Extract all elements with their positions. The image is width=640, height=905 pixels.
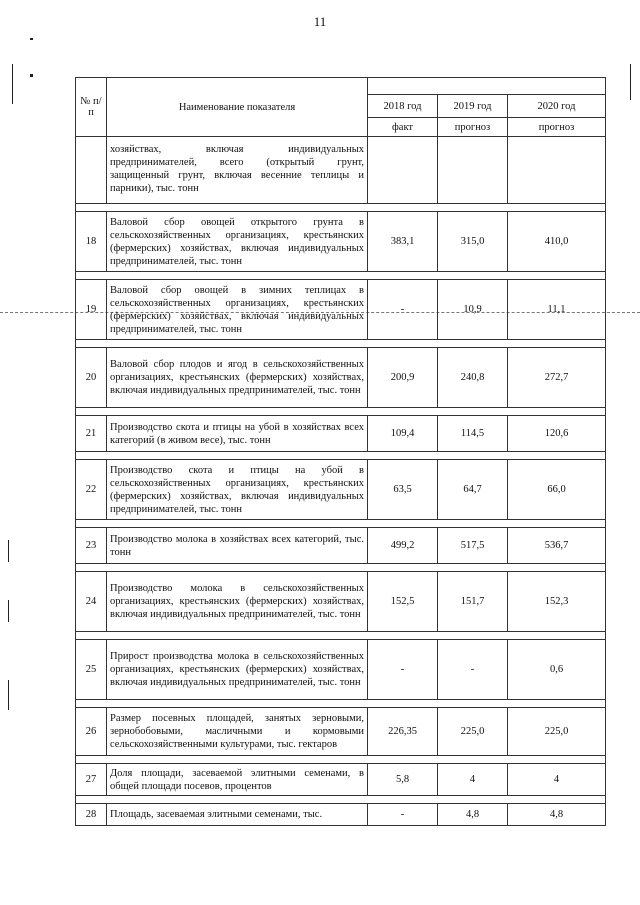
row-num: 21	[76, 416, 107, 452]
row-name-text: Производство скота и птицы на убой в сельскохозяйственных организациях, крестьянских (фермерских) хозяйствах, включая индивидуальных предпринимателей, тыс. тонн	[110, 464, 364, 515]
header-sub-2019: прогноз	[438, 118, 508, 137]
table-row	[76, 640, 606, 700]
row-gap-cell	[76, 340, 606, 348]
row-num: 28	[76, 804, 107, 826]
row-name	[107, 528, 368, 564]
row-value-2018: 152,5	[368, 572, 438, 632]
header-num: № п/п	[76, 78, 107, 137]
row-gap	[76, 564, 606, 572]
table-row	[76, 804, 606, 826]
row-name	[107, 708, 368, 756]
row-name-text: Производство молока в хозяйствах всех категорий, тыс. тонн	[110, 533, 364, 558]
header-name: Наименование показателя	[107, 78, 368, 137]
header-year-2018: 2018 год	[368, 95, 438, 118]
row-value-2020: 4,8	[508, 804, 606, 826]
row-value-2020: 272,7	[508, 348, 606, 408]
row-num: 20	[76, 348, 107, 408]
row-value-2018: 499,2	[368, 528, 438, 564]
row-gap-cell	[76, 272, 606, 280]
row-name-text: Валовой сбор овощей в зимних теплицах в сельскохозяйственных организациях, крестьянских (фермерских) хозяйствах, включая индивидуальных предпринимателей, тыс. тонн	[110, 284, 364, 335]
row-value-2020: 4	[508, 764, 606, 796]
header-sub-2020: прогноз	[508, 118, 606, 137]
row-name-text: Производство молока в сельскохозяйственных организациях, крестьянских (фермерских) хозяйствах, включая индивидуальных предпринимателей, тыс. тонн	[110, 583, 364, 620]
row-name	[107, 764, 368, 796]
header-row-top	[76, 78, 606, 95]
row-value-2019: 315,0	[438, 212, 508, 272]
row-value-2018: -	[368, 804, 438, 826]
row-name-text: Валовой сбор овощей открытого грунта в сельскохозяйственных организациях, крестьянских (фермерских) хозяйствах, включая индивидуальных предпринимателей, тыс. тонн	[110, 216, 364, 267]
row-value-2019: -	[438, 640, 508, 700]
row-name-text: Размер посевных площадей, занятых зерновыми, зернобобовыми, масличными и кормовыми сельскохозяйственными культурами, тыс. гектаров	[110, 713, 364, 750]
row-value-2020: 0,6	[508, 640, 606, 700]
row-name-text: Площадь, засеваемая элитными семенами, тыс.	[110, 809, 323, 820]
row-value-2019: 4	[438, 764, 508, 796]
header-sub-2018: факт	[368, 118, 438, 137]
row-name	[107, 280, 368, 340]
scan-mark	[30, 38, 33, 40]
row-name-text: Валовой сбор плодов и ягод в сельскохозяйственных организациях, крестьянских (фермерских) хозяйствах, включая индивидуальных предпринимателей, тыс. тонн	[110, 359, 364, 396]
row-value-2020: 225,0	[508, 708, 606, 756]
row-name-text: Прирост производства молока в сельскохозяйственных организациях, крестьянских (фермерских) хозяйствах, включая индивидуальных предпринимателей, тыс. тонн	[110, 651, 364, 688]
table-row	[76, 528, 606, 564]
row-value-2019: 10,9	[438, 280, 508, 340]
continuation-row	[76, 137, 606, 204]
row-value-2019: 64,7	[438, 460, 508, 520]
row-value-2018: 109,4	[368, 416, 438, 452]
row-gap	[76, 520, 606, 528]
scan-mark	[630, 64, 631, 100]
row-num: 26	[76, 708, 107, 756]
row-value-2020: 120,6	[508, 416, 606, 452]
row-value-2020: 11,1	[508, 280, 606, 340]
continuation-num	[76, 137, 107, 204]
row-value-2020: 66,0	[508, 460, 606, 520]
row-value-2019: 225,0	[438, 708, 508, 756]
table-row	[76, 280, 606, 340]
row-name	[107, 460, 368, 520]
row-value-2019: 114,5	[438, 416, 508, 452]
row-num: 27	[76, 764, 107, 796]
row-gap	[76, 756, 606, 764]
row-num: 19	[76, 280, 107, 340]
row-name	[107, 572, 368, 632]
continuation-text: хозяйствах, включая индивидуальных предпринимателей, всего (открытый грунт, защищенный грунт, включая весенние теплицы и парники), тыс. тонн	[110, 144, 364, 194]
row-name	[107, 640, 368, 700]
header-year-2019: 2019 год	[438, 95, 508, 118]
row-gap-cell	[76, 632, 606, 640]
row-gap	[76, 204, 606, 212]
table-row	[76, 348, 606, 408]
table-body	[76, 204, 606, 826]
row-gap	[76, 796, 606, 804]
row-gap	[76, 700, 606, 708]
table-row	[76, 708, 606, 756]
row-gap	[76, 408, 606, 416]
page-number: 11	[313, 14, 327, 29]
indicators-table	[75, 77, 606, 826]
row-gap-cell	[76, 408, 606, 416]
row-gap	[76, 340, 606, 348]
row-value-2018: -	[368, 280, 438, 340]
header-blank	[368, 78, 606, 95]
table-row	[76, 460, 606, 520]
scan-mark	[8, 540, 9, 562]
table-row	[76, 572, 606, 632]
row-gap-cell	[76, 796, 606, 804]
row-value-2019: 240,8	[438, 348, 508, 408]
row-value-2018: 226,35	[368, 708, 438, 756]
row-gap-cell	[76, 700, 606, 708]
row-value-2018: 200,9	[368, 348, 438, 408]
row-gap	[76, 632, 606, 640]
scan-mark	[8, 600, 9, 622]
scan-mark	[8, 680, 9, 710]
row-num: 18	[76, 212, 107, 272]
row-num: 24	[76, 572, 107, 632]
row-gap-cell	[76, 204, 606, 212]
row-name	[107, 416, 368, 452]
scan-mark	[12, 64, 13, 104]
table-row	[76, 764, 606, 796]
row-name-text: Доля площади, засеваемой элитными семенами, в общей площади посевов, процентов	[110, 767, 364, 792]
row-name	[107, 804, 368, 826]
row-gap-cell	[76, 452, 606, 460]
row-num: 23	[76, 528, 107, 564]
row-name	[107, 212, 368, 272]
row-gap-cell	[76, 520, 606, 528]
continuation-v2019	[438, 137, 508, 204]
row-gap-cell	[76, 564, 606, 572]
continuation-v2018	[368, 137, 438, 204]
table-row	[76, 212, 606, 272]
header-year-2020: 2020 год	[508, 95, 606, 118]
row-value-2020: 536,7	[508, 528, 606, 564]
row-value-2018: 383,1	[368, 212, 438, 272]
row-value-2019: 151,7	[438, 572, 508, 632]
row-value-2019: 517,5	[438, 528, 508, 564]
scan-mark	[30, 74, 33, 77]
table-row	[76, 416, 606, 452]
row-value-2020: 410,0	[508, 212, 606, 272]
row-value-2018: -	[368, 640, 438, 700]
row-name-text: Производство скота и птицы на убой в хозяйствах всех категорий (в живом весе), тыс. тонн	[110, 421, 364, 446]
row-gap-cell	[76, 756, 606, 764]
row-gap	[76, 452, 606, 460]
continuation-name	[107, 137, 368, 204]
continuation-v2020	[508, 137, 606, 204]
row-gap	[76, 272, 606, 280]
row-value-2019: 4,8	[438, 804, 508, 826]
row-name	[107, 348, 368, 408]
row-value-2018: 5,8	[368, 764, 438, 796]
row-num: 22	[76, 460, 107, 520]
row-value-2020: 152,3	[508, 572, 606, 632]
row-value-2018: 63,5	[368, 460, 438, 520]
row-num: 25	[76, 640, 107, 700]
